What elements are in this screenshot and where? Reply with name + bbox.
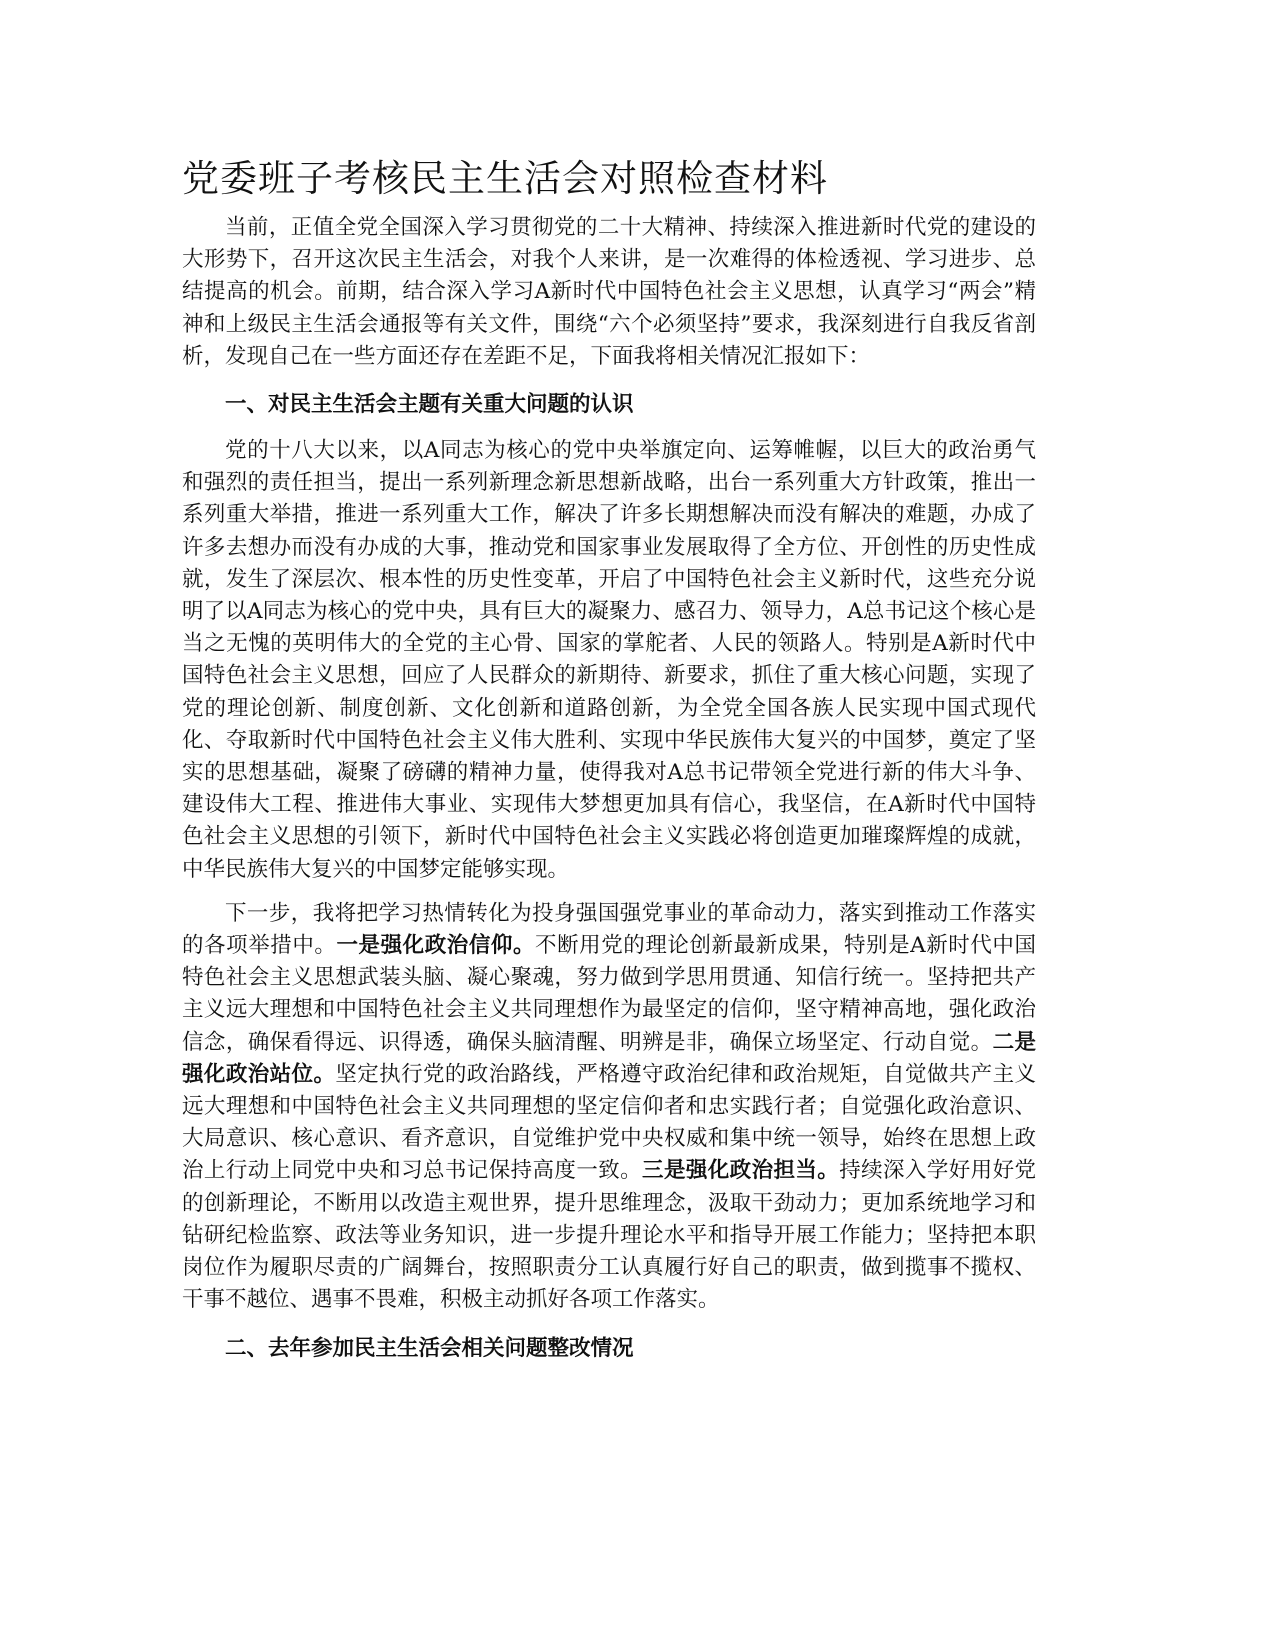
point-text-1: 不断用党的理论创新最新成果，特别是A新时代中国特色社会主义思想武装头脑、凝心聚魂，努力做到学思用贯通、知信行统一。坚持把共产主义远大理想和中国特色社会主义共同理想作为最坚定的信仰，坚守精神高地，强化政治信念，确保看得远、识得透，确保头脑清醒、明辨是非，确保立场坚定、行动自觉。	[182, 933, 1036, 1055]
document-title: 党委班子考核民主生活会对照检查材料	[182, 157, 828, 200]
point-text-2: 坚定执行党的政治路线，严格遵守政治纪律和政治规矩，自觉做共产主义远大理想和中国特色社会主义共同理想的坚定信仰者和忠实践行者；自觉强化政治意识、大局意识、核心意识、看齐意识，自觉维护党中央权威和集中统一领导，始终在思想上政治上行动上同党中央和习总书记保持高度一致。	[182, 1061, 1036, 1184]
section1-paragraph-1: 党的十八大以来，以A同志为核心的党中央举旗定向、运筹帷幄，以巨大的政治勇气和强烈的责任担当，提出一系列新理念新思想新战略，出台一系列重大方针政策，推出一系列重大举措，推进一系列重大工作，解决了许多长期想解决而没有解决的难题，办成了许多去想办而没有办成的大事，推动党和国家事业发展取得了全方位、开创性的历史性成就，发生了深层次、根本性的历史性变革，开启了中国特色社会主义新时代，这些充分说明了以A同志为核心的党中央，具有巨大的凝聚力、感召力、领导力，A总书记这个核心是当之无愧的英明伟大的全党的主心骨、国家的掌舵者、人民的领路人。特别是A新时代中国特色社会主义思想，回应了人民群众的新期待、新要求，抓住了重大核心问题，实现了党的理论创新、制度创新、文化创新和道路创新，为全党全国各族人民实现中国式现代化、夺取新时代中国特色社会主义伟大胜利、实现中华民族伟大复兴的中国梦，奠定了坚实的思想基础，凝聚了磅礴的精神力量，使得我对A总书记带领全党进行新的伟大斗争、建设伟大工程、推进伟大事业、实现伟大梦想更加具有信心，我坚信，在A新时代中国特色社会主义思想的引领下，新时代中国特色社会主义实践必将创造更加璀璨辉煌的成就，中华民族伟大复兴的中国梦定能够实现。	[182, 438, 1036, 882]
section1-paragraph-2	[182, 898, 1036, 1317]
document-body	[182, 212, 1036, 1379]
point-text-3: 持续深入学好用好党的创新理论，不断用以改造主观世界，提升思维理念，汲取干劲动力；更加系统地学习和钻研纪检监察、政法等业务知识，进一步提升理论水平和指导开展工作能力；坚持把本职岗位作为履职尽责的广阔舞台，按照职责分工认真履行好自己的职责，做到揽事不揽权、干事不越位、遇事不畏难，积极主动抓好各项工作落实。	[182, 1158, 1036, 1313]
section-heading-2: 二、去年参加民主生活会相关问题整改情况	[225, 1335, 634, 1361]
point-title-2: 二是强化政治站位。	[182, 1029, 1036, 1087]
point-title-3: 三是强化政治担当。	[642, 1158, 840, 1184]
section-heading-1: 一、对民主生活会主题有关重大问题的认识	[225, 392, 634, 418]
paragraph-lead: 下一步，我将把学习热情转化为投身强国强党事业的革命动力，落实到推动工作落实的各项举措中。	[182, 900, 1036, 959]
point-title-1: 一是强化政治信仰。	[336, 933, 536, 959]
intro-paragraph: 当前，正值全党全国深入学习贯彻党的二十大精神、持续深入推进新时代党的建设的大形势下，召开这次民主生活会，对我个人来讲，是一次难得的体检透视、学习进步、总结提高的机会。前期，结合深入学习A新时代中国特色社会主义思想，认真学习“两会”精神和上级民主生活会通报等有关文件，围绕“六个必须坚持”要求，我深刻进行自我反省剖析，发现自己在一些方面还存在差距不足，下面我将相关情况汇报如下：	[182, 215, 1036, 369]
